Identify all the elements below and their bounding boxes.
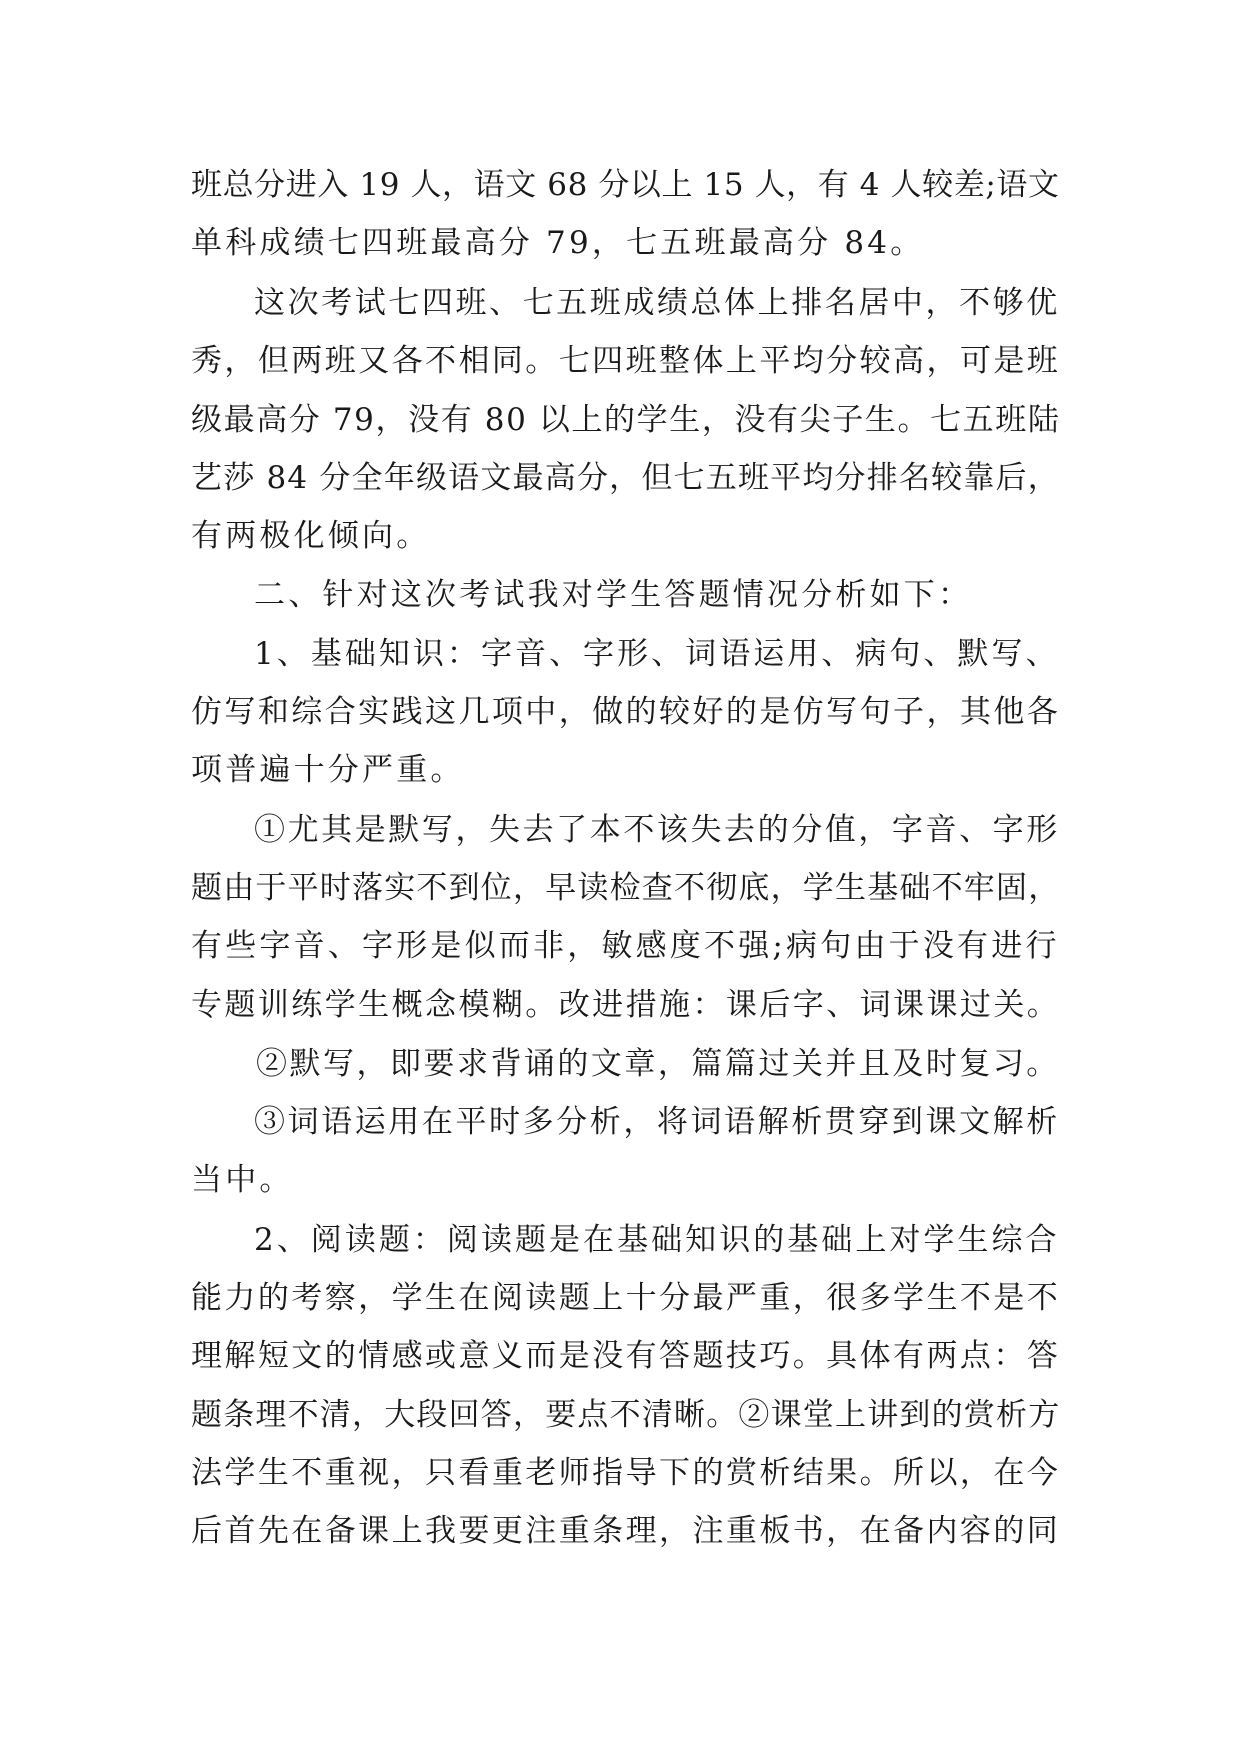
text-line: 题条理不清，大段回答，要点不清晰。②课堂上讲到的赏析方 xyxy=(191,1397,1061,1433)
text-line: 班总分进入 19 人，语文 68 分以上 15 人，有 4 人较差;语文 xyxy=(191,167,1060,203)
text-line: 秀，但两班又各不相同。七四班整体上平均分较高，可是班 xyxy=(191,343,1061,379)
text-line: 有两极化倾向。 xyxy=(191,518,431,554)
section-heading: 二、针对这次考试我对学生答题情况分析如下： xyxy=(254,577,973,613)
text-line: ②默写，即要求背诵的文章，篇篇过关并且及时复习。 xyxy=(256,1046,1060,1082)
text-line: 理解短文的情感或意义而是没有答题技巧。具体有两点：答 xyxy=(191,1338,1061,1374)
text-line: 项普遍十分严重。 xyxy=(191,752,465,788)
text-line: 艺莎 84 分全年级语文最高分，但七五班平均分排名较靠后， xyxy=(191,460,1060,496)
text-line: ①尤其是默写，失去了本不该失去的分值，字音、字形 xyxy=(254,812,1060,848)
text-line: 仿写和综合实践这几项中，做的较好的是仿写句子，其他各 xyxy=(191,694,1061,730)
text-line: 专题训练学生概念模糊。改进措施：课后字、词课课过关。 xyxy=(191,987,1061,1023)
text-line: 这次考试七四班、七五班成绩总体上排名居中，不够优 xyxy=(254,285,1060,321)
text-line: 题由于平时落实不到位，早读检查不彻底，学生基础不牢固， xyxy=(191,870,1061,906)
text-line: 有些字音、字形是似而非，敏感度不强;病句由于没有进行 xyxy=(191,928,1060,964)
text-line: 后首先在备课上我要更注重条理，注重板书，在备内容的同 xyxy=(191,1513,1061,1549)
text-line: 当中。 xyxy=(191,1162,294,1198)
text-line: 法学生不重视，只看重老师指导下的赏析结果。所以，在今 xyxy=(191,1455,1061,1491)
text-line: 能力的考察，学生在阅读题上十分最严重，很多学生不是不 xyxy=(191,1280,1061,1316)
text-line: 2、阅读题：阅读题是在基础知识的基础上对学生综合 xyxy=(254,1222,1060,1258)
text-line: 1、基础知识：字音、字形、词语运用、病句、默写、 xyxy=(254,636,1060,672)
text-line: ③词语运用在平时多分析，将词语解析贯穿到课文解析 xyxy=(254,1104,1060,1140)
text-line: 级最高分 79，没有 80 以上的学生，没有尖子生。七五班陆 xyxy=(191,402,1061,438)
text-line: 单科成绩七四班最高分 79，七五班最高分 84。 xyxy=(191,225,925,261)
